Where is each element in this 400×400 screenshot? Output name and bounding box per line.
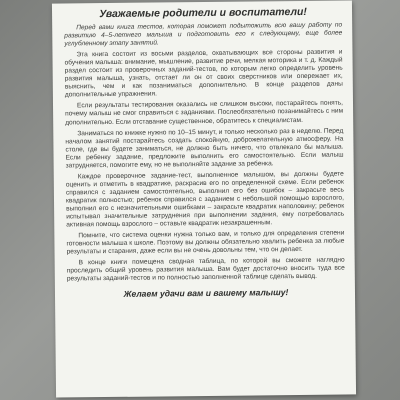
closing-wish: Желаем удачи вам и вашему малышу! <box>123 287 289 300</box>
book-page <box>52 0 356 397</box>
paragraph-2: Эта книга состоит из восьми разделов, охватывающих все стороны развития и обучения малыша: внимание, мышление, развитие речи, мелкая моторика и т. д. Каждый раздел состоит из проверочных заданий-тестов, по которым легко определить уровень развития малыша, узнать, отстает ли он от своих сверстников или опережает их, выяснить, чем и как позаниматься дополнительно. В конце разделов даны дополнительные упражнения. <box>64 48 343 99</box>
paragraph-4: Заниматься по книжке нужно по 10–15 минут, и только несколько раз в неделю. Перед началом занятий постарайтесь создать спокойную, доброжелательную атмосферу. На столе, где вы будете заниматься, не должно быть ничего, что отвлекало бы малыша. Если ребенку задание, предложите выполнить его самостоятельно. Если малыш затрудняется, помогите ему, но не выполняйте задание за ребенка. <box>65 127 344 170</box>
paragraph-3: Если результаты тестирования оказались не слишком высоки, постарайтесь понять, почему малыш не смог справиться с заданиями. Послеобязательно позанимайтесь с ним дополнительно. Если отставание существенное, обратитесь к специалистам. <box>65 99 344 126</box>
page-body <box>64 22 345 284</box>
paragraph-5: Каждое проверочное задание-тест, выполненное малышом, вы должны будете оценить и отметить в квадратике, раскрасив его по определенной схеме. Если ребенок справился с заданием самостоятельно, выполнил его без ошибок – закрасьте весь квадратик полностью; ребенок справился с заданием с небольшой помощью взрослого, выполнил его с незначительными ошибками – закрасьте квадратик наполовину; ребенок испытывал значительные затруднения при выполнении задания, ему потребовалась активная помощь взрослого – оставьте квадратик незакрашенным. <box>65 170 345 229</box>
page-title: Уважаемые родители и воспитатели! <box>99 5 307 21</box>
paragraph-7: В конце книги помещена сводная таблица, по которой вы сможете наглядно проследить общий уровень развития малыша. Вам будет достаточно вносить туда все результаты заданий-тестов и по полностью заполненной таблице сделать вывод. <box>66 256 345 283</box>
paragraph-6: Помните, что система оценки нужна только вам, и только для определения степени готовности малыша к школе. Поэтому вы должны обязательно хвалить ребенка за любые результаты и старания, даже если вы не очень довольны тем, что он делает. <box>66 229 345 256</box>
paragraph-1: Перед вами книга тестов, которая поможет подытожить всю вашу работу по развитию 4–5-летнего малыша и подготовить его к следующему, еще более углубленному этапу занятий. <box>64 21 343 48</box>
